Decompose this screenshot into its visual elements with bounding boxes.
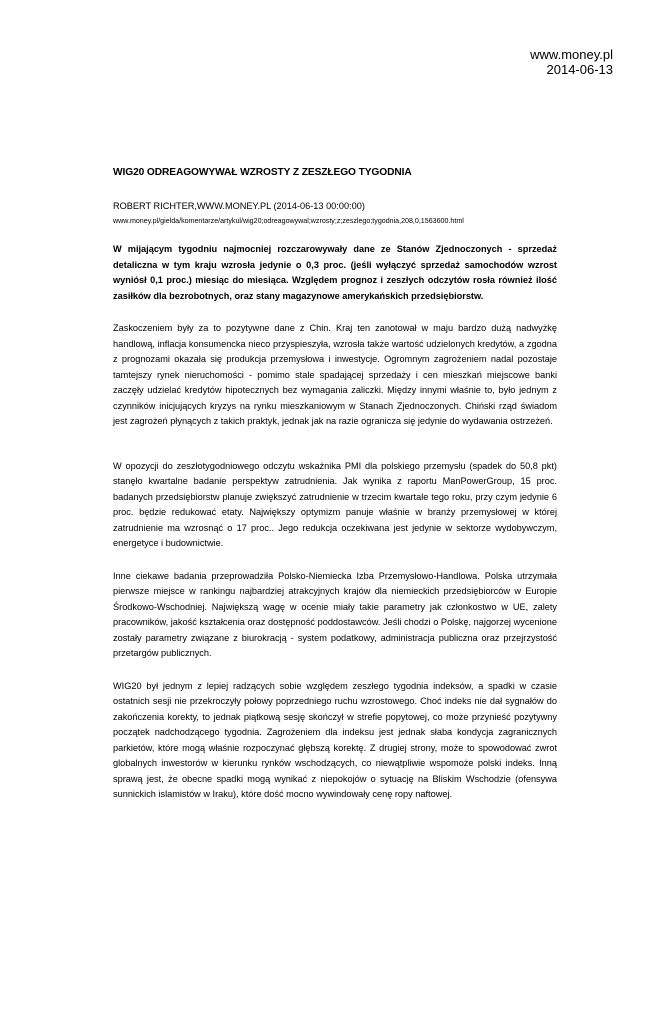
source-site: www.money.pl: [530, 47, 613, 62]
source-header: [530, 47, 613, 77]
article-byline: ROBERT RICHTER,WWW.MONEY.PL (2014-06-13 00:00:00): [113, 201, 365, 211]
article-url: www.money.pl/gielda/komentarze/artykul/wig20;odreagowywal;wzrosty;z;zeszlego;tygodnia,208,0,1563600.html: [113, 217, 464, 225]
article-paragraph: Inne ciekawe badania przeprowadziła Polsko-Niemiecka Izba Przemysłowo-Handlowa. Polska utrzymała pierwsze miejsce w rankingu najbardziej atrakcyjnych krajów dla niemieckich przedsiębiorców w Europie Środkowo-Wschodniej. Największą wagę w ocenie miały takie parametry jak członkostwo w UE, zalety pracowników, jakość kształcenia oraz dostępność poddostawców. Jeśli chodzi o Polskę, najgorzej wycenione zostały parametry związane z biurokracją - system podatkowy, administracja publiczna oraz przejrzystość przetargów publicznych.: [113, 570, 557, 658]
article: [113, 166, 557, 803]
source-date: 2014-06-13: [546, 62, 613, 77]
article-paragraph: W opozycji do zeszłotygodniowego odczytu wskaźnika PMI dla polskiego przemysłu (spadek do 50,8 pkt) stanęło kwartalne badanie perspektyw zatrudnienia. Jak wynika z raportu ManPowerGroup, 15 proc. badanych przedsiębiorstw planuje zwiększyć zatrudnienie w trzecim kwartale tego roku, przy czym jedynie 6 proc. będzie redukować etaty. Największy optymizm panuje właśnie w branży przemysłowej w której zatrudnienie ma wzrosnąć o 17 proc.. Jego redukcja oczekiwana jest jedynie w sektorze wydobywczym, energetyce i budownictwie.: [113, 460, 557, 548]
article-paragraph: Zaskoczeniem były za to pozytywne dane z Chin. Kraj ten zanotował w maju bardzo dużą nadwyżkę handlową, inflacja konsumencka nieco przyspieszyła, wzrosła także wartość udzielonych kredytów, a zgodna z prognozami okazała się produkcja przemysłowa i inwestycje. Ogromnym zagrożeniem nadal pozostaje tamtejszy rynek nieruchomości - pomimo stale spadającej sprzedaży i cen mieszkań miejscowe banki zaczęły udzielać kredytów hipotecznych bez wymagania zaliczki. Między innymi właśnie to, było jednym z czynników inicjujących kryzys na rynku mieszkaniowym w Stanach Zjednoczonych. Chiński rząd świadom jest zagrożeń płynących z takich praktyk, jednak jak na razie ogranicza się jedynie do wydawania ostrzeżeń.: [113, 323, 557, 426]
article-paragraph: WIG20 był jednym z lepiej radzących sobie względem zeszłego tygodnia indeksów, a spadki w czasie ostatnich sesji nie przekroczyły połowy poprzedniego ruchu wzrostowego. Choć indeks nie dał sygnałów do zakończenia korekty, to jednak piątkową sesję skończył w strefie popytowej, co może przynieść pozytywny początek nadchodzącego tygodnia. Zagrożeniem dla indeksu jest jednak słaba kondycja zagranicznych parkietów, które mogą właśnie rozpoczynać głębszą korektę. Z drugiej strony, może to spowodować zwrot globalnych inwestorów w kierunku rynków wschodzących, co niewątpliwie wspomoże polski indeks. Inną sprawą jest, że obecne spadki mogą wynikać z niepokojów o sytuację na Bliskim Wschodzie (ofensywa sunnickich islamistów w Iraku), które dość mocno wywindowały cenę ropy naftowej.: [113, 680, 557, 799]
article-title: WIG20 ODREAGOWYWAŁ WZROSTY Z ZESZŁEGO TYGODNIA: [113, 167, 412, 178]
article-lead: W mijającym tygodniu najmocniej rozczarowywały dane ze Stanów Zjednoczonych - sprzedaż detaliczna w tym kraju wzrosła jedynie o 0,3 proc. (jeśli wyłączyć sprzedaż samochodów wzrost wyniósł 0,1 proc.) miesiąc do miesiąca. Względem prognoz i zeszłych odczytów rosła również ilość zasiłków dla bezrobotnych, oraz stany magazynowe amerykańskich przedsiębiorstw.: [113, 244, 557, 301]
